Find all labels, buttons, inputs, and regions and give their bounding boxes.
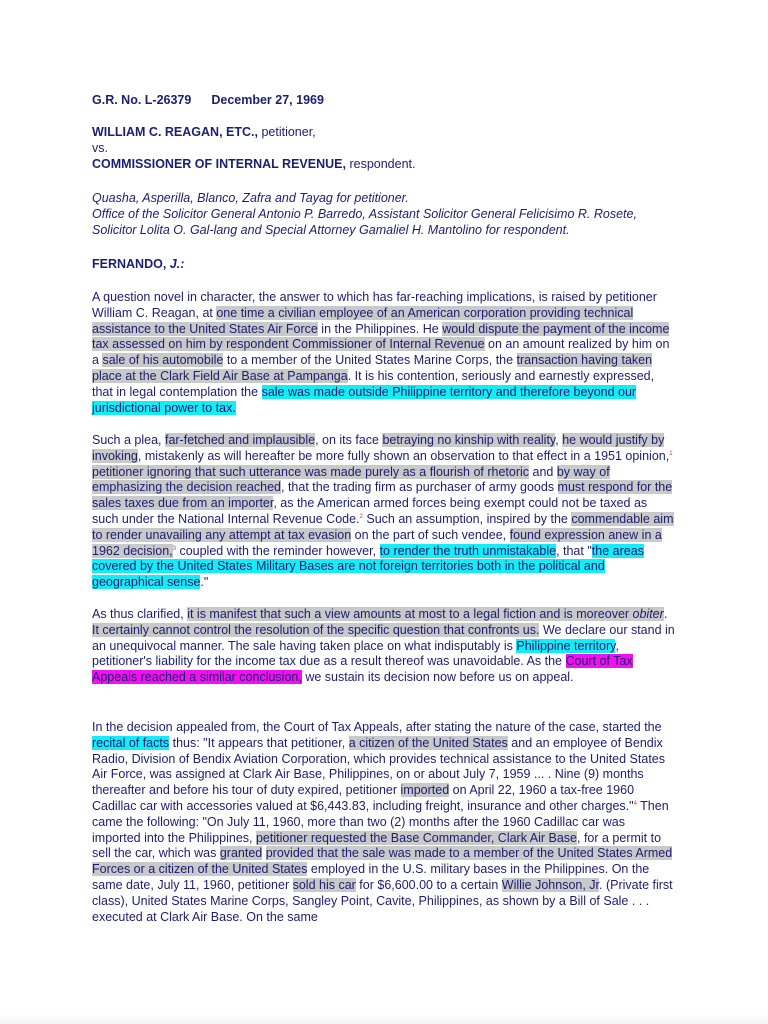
text-run: in the Philippines. He — [317, 321, 443, 336]
ponente — [92, 257, 677, 273]
text-run: , petitioner's liability for the income tax due as a result thereof was unavoidable. As the — [92, 638, 619, 669]
opinion-paragraph-1 — [92, 290, 677, 416]
text-run: for $6,600.00 to a certain — [355, 877, 502, 892]
highlight-gray: it is manifest that such a view amounts at most to a legal fiction and is moreover — [187, 607, 633, 621]
ponente-name: FERNANDO, — [92, 257, 167, 271]
case-number: G.R. No. L-26379 — [92, 93, 192, 107]
text-run: on an amount realized by him on a — [92, 337, 670, 368]
text-run: coupled with the reminder however, — [175, 543, 380, 558]
text-run: on the part of such vendee, — [351, 527, 510, 542]
text-run: , as the American armed forces being exempt could not be taxed as such under the National Internal Revenue Code. — [92, 496, 648, 526]
text-run: thus: "It appears that petitioner, — [169, 735, 349, 750]
parties-block — [92, 125, 677, 172]
highlight-gray: must respond for the sales taxes due from an importer — [92, 480, 673, 511]
highlight-gray: he would justify by invoking — [92, 433, 665, 463]
case-date: December 27, 1969 — [211, 93, 324, 107]
text-run: on April 22, 1960 a tax-free 1960 Cadillac car with accessories valued at $6,443.83, including freight, insurance and other charges." — [92, 783, 635, 813]
highlight-gray: a citizen of the United States — [348, 735, 508, 750]
text-run: and an employee of Bendix Radio, Division of Bendix Aviation Corporation, which provides technical assistance to the United States Air Force, was assigned at Clark Air Base, Philippines, on or about July 7, 1959 ... . Nine (9) months thereafter and before his tour of duty expired, petitioner — [92, 735, 665, 798]
highlight-cyan: recital of facts — [92, 735, 170, 750]
petitioner-line — [92, 125, 677, 141]
highlight-gray: imported — [400, 783, 450, 798]
highlight-gray: betraying no kinship with reality — [382, 433, 556, 447]
text-run: . (Private first class), United States Marine Corps, Sangley Point, Cavite, Philippines, as shown by a Bill of Sale . . . executed at Clark Air Base. On the same — [92, 877, 673, 924]
petitioner-name: WILLIAM C. REAGAN, ETC., — [92, 125, 258, 139]
text-run: , on its face — [315, 433, 383, 447]
highlight-cyan: the areas covered by the United States Military Bases are not foreign territories both in the political and geographical sense — [92, 543, 644, 590]
highlight-cyan: Philippine territory — [516, 638, 616, 653]
petitioner-role: petitioner, — [261, 125, 316, 139]
footnote-ref[interactable]: 1 — [669, 450, 673, 457]
case-header — [92, 93, 677, 109]
highlight-gray: obiter — [632, 607, 664, 621]
text-run: to a member of the United States Marine Corps, the — [223, 353, 517, 368]
opinion-paragraph-4 — [92, 720, 677, 925]
text-run: Then came the following: "On July 11, 1960, more than two (2) months after the 1960 Cadillac car was imported into the Philippines, — [92, 798, 669, 845]
respondent-line — [92, 157, 677, 173]
text-run: ." — [200, 575, 209, 590]
text-run: As thus clarified, — [92, 607, 188, 621]
highlight-gray: transaction having taken place at the Clark Field Air Base at Pampanga — [92, 353, 653, 383]
footnote-ref[interactable]: 2 — [359, 513, 363, 520]
highlight-gray: sale of his automobile — [102, 353, 224, 368]
highlight-gray: petitioner ignoring that such utterance was made purely as a flourish of rhetoric — [92, 464, 530, 479]
text-run: we sustain its decision now before us on appeal. — [301, 670, 574, 685]
text-run: , — [555, 433, 563, 447]
respondent-name: COMMISSIONER OF INTERNAL REVENUE, — [92, 156, 346, 171]
highlight-gray: provided that the sale was made to a member of the United States Armed Forces or a citizen of the United States — [92, 846, 673, 877]
highlight-gray: one time a civilian employee of an American corporation providing technical assistance to the United States Air Force — [92, 305, 634, 336]
text-run: employed in the U.S. military bases in the Philippines. On the same date, July 11, 1960, petitioner — [92, 862, 650, 892]
text-run: , that the trading firm as purchaser of army goods — [281, 480, 558, 495]
highlight-gray: found expression anew in a 1962 decision, — [92, 527, 662, 558]
text-run: , mistakenly as will hereafter be more fully shown an observation to that effect in a 1951 opinion, — [137, 448, 670, 463]
text-run: Such an assumption, inspired by the — [362, 511, 572, 526]
text-run: , that " — [556, 543, 592, 558]
page-bottom-shade — [0, 1014, 768, 1024]
text-run: In the decision appealed from, the Court of Tax Appeals, after stating the nature of the case, started the — [92, 720, 662, 734]
text-run: A question novel in character, the answer to which has far-reaching implications, is raised by petitioner William C. Reagan, at — [92, 290, 657, 320]
text-run: . It is his contention, seriously and earnestly expressed, that in legal contemplation the — [92, 368, 655, 399]
highlight-gray: It certainly cannot control the resolution of the specific question that confronts us. — [92, 622, 540, 637]
text-run: Such a plea, — [92, 433, 165, 447]
opinion-paragraph-2 — [92, 433, 677, 591]
petitioner-counsel: Quasha, Asperilla, Blanco, Zafra and Tayag for petitioner. — [92, 191, 409, 205]
versus-label: vs. — [92, 140, 108, 155]
highlight-gray: granted — [219, 846, 263, 861]
highlight-gray: sold his car — [292, 877, 356, 892]
counsel-block — [92, 191, 677, 238]
text-run: , for a permit to sell the car, which was — [92, 830, 662, 861]
text-run: and — [529, 464, 557, 479]
footnote-ref[interactable]: 3 — [172, 545, 176, 552]
opinion-paragraph-3 — [92, 607, 677, 686]
highlight-gray: would dispute the payment of the income tax assessed on him by respondent Commissioner of Internal Revenue — [92, 321, 670, 352]
text-run: . — [663, 607, 668, 621]
highlight-gray: petitioner requested the Base Commander, Clark Air Base — [255, 830, 577, 845]
highlight-cyan: to render the truth unmistakable — [379, 543, 557, 558]
highlight-gray: far-fetched and implausible — [164, 433, 316, 447]
ponente-suffix: J.: — [169, 257, 185, 271]
highlight-gray: Willie Johnson, Jr — [501, 877, 600, 892]
highlight-gray: commendable aim to render unavailing any attempt at tax evasion — [92, 511, 674, 542]
respondent-role: respondent. — [349, 156, 416, 171]
respondent-counsel: Office of the Solicitor General Antonio P. Barredo, Assistant Solicitor General Felicisimo R. Rosete, Solicitor Lolita O. Gal-lang and Special Attorney Gamaliel H. Mantolino for respondent. — [92, 206, 637, 237]
text-run: We declare our stand in an unequivocal manner. The sale having taken place on what indisputably is — [92, 622, 675, 653]
footnote-ref[interactable]: 4 — [633, 800, 637, 807]
highlight-magenta: Court of Tax Appeals reached a similar conclusion, — [92, 654, 633, 685]
highlight-cyan: sale was made outside Philippine territory and therefore beyond our jurisdictional power to tax. — [92, 384, 637, 415]
highlight-gray: by way of emphasizing the decision reached — [92, 464, 610, 495]
